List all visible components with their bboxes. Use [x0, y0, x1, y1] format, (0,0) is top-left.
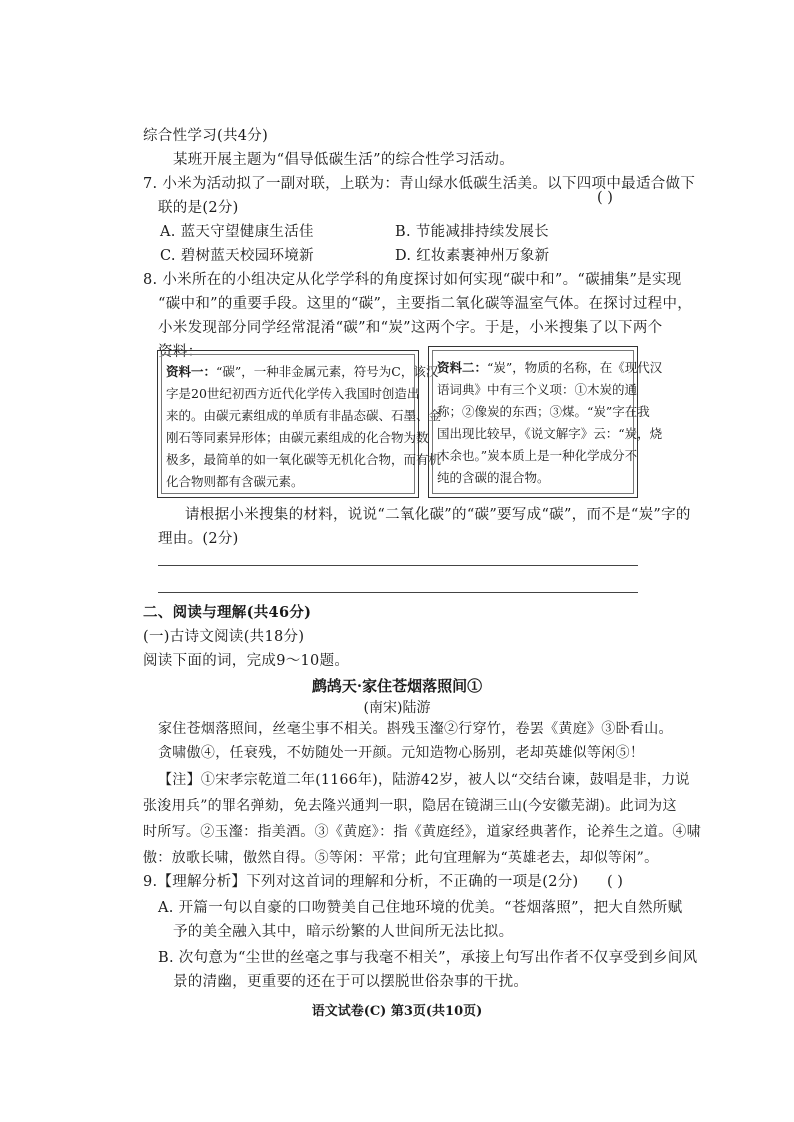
- material-two-line5: 木余也。”炭本质上是一种化学成分不: [437, 448, 638, 463]
- material-one-box: [157, 350, 442, 498]
- material-two-line4: 国出现比较早，《说文解字》云：“炭，烧: [437, 426, 663, 441]
- q9-option-a-line1: A. 开篇一句以自豪的口吻赞美自己住地环境的优美。“苍烟落照”，把大自然所赋: [158, 900, 683, 916]
- material-one-label: 资料一：: [166, 364, 217, 379]
- poem-title: 鹧鸪天·家住苍烟落照间①: [311, 677, 483, 695]
- q9-stem: 9.【理解分析】下列对这首词的理解和分析，不正确的一项是(2分): [143, 874, 579, 890]
- q9-option-b-line1: B. 次句意为“尘世的丝毫之事与我毫不相关”，承接上句写出作者不仅享受到乡间风: [158, 950, 698, 966]
- q7-option-a: A. 蓝天守望健康生活佳: [160, 224, 314, 240]
- q8-stem-line1: 8. 小米所在的小组决定从化学学科的角度探讨如何实现“碳中和”。“碳捕集”是实现: [143, 272, 682, 288]
- q7-answer-paren[interactable]: ( ): [597, 190, 613, 206]
- material-one-line5: 极多，最简单的如一氧化碳等无机化合物，而有机: [166, 452, 442, 467]
- q8-answer-line-1[interactable]: [158, 565, 638, 566]
- material-two-line3: 称；②像炭的东西；③煤。“炭”字在我: [437, 404, 650, 419]
- page-footer: 语文试卷(C) 第3页(共10页): [311, 1004, 483, 1019]
- material-two-line2: 语词典》中有三个义项：①木炭的通: [437, 382, 638, 397]
- section-heading-reading: 二、阅读与理解(共46分): [143, 604, 312, 621]
- q8-ask-line2: 理由。(2分): [158, 531, 239, 547]
- material-two-line6: 纯的含碳的混合物。: [437, 470, 550, 485]
- material-one-line4: 刚石等同素异形体；由碳元素组成的化合物为数: [166, 430, 429, 445]
- notes-line4: 傲：放歌长啸，傲然自得。⑤等闲：平常；此句宜理解为“英雄老去，却似等闲”。: [143, 850, 659, 866]
- q7-stem-line2: 联的是(2分): [158, 200, 239, 216]
- poem-line2: 贪啸傲④，任衰残，不妨随处一开颜。元知造物心肠别，老却英雄似等闲⑤！: [158, 745, 645, 761]
- notes-line1: 【注】①宋孝宗乾道二年(1166年)，陆游42岁，被人以“交结台谏，鼓唱是非，力说: [158, 772, 690, 788]
- material-one-line6: 化合物则都有含碳元素。: [166, 474, 304, 489]
- q9-option-b-line2: 景的清幽，更重要的还在于可以摆脱世俗杂事的干扰。: [173, 974, 529, 990]
- section-heading-comprehensive: 综合性学习(共4分): [143, 128, 269, 144]
- section-intro: 某班开展主题为“倡导低碳生活”的综合性学习活动。: [173, 152, 515, 168]
- q7-stem-line1: 7. 小米为活动拟了一副对联，上联为：青山绿水低碳生活美。以下四项中最适合做下: [143, 176, 696, 192]
- material-one-line1: “碳”，一种非金属元素，符号为C，该汉: [216, 364, 439, 379]
- q7-option-b: B. 节能减排持续发展长: [395, 224, 549, 240]
- notes-line2: 张浚用兵”的罪名弹劾，免去隆兴通判一职，隐居在镜湖三山(今安徽芜湖)。此词为这: [143, 798, 677, 814]
- poem-line1: 家住苍烟落照间，丝毫尘事不相关。斟残玉瀣②行穿竹，卷罢《黄庭》③卧看山。: [158, 721, 673, 737]
- subsection-heading-poetry: (一)古诗文阅读(共18分): [143, 629, 305, 645]
- material-one-line3: 来的。由碳元素组成的单质有非晶态碳、石墨、金: [166, 408, 442, 423]
- material-two-label: 资料二：: [437, 360, 488, 375]
- material-two-box: [428, 346, 663, 498]
- reading-instruction: 阅读下面的词，完成9～10题。: [143, 653, 350, 669]
- q8-ask-line1: 请根据小米搜集的材料，说说“二氧化碳”的“碳”要写成“碳”，而不是“炭”字的: [185, 507, 691, 523]
- q9-option-a-line2: 予的美全融入其中，暗示纷繁的人世间所无法比拟。: [173, 924, 514, 940]
- q9-answer-paren[interactable]: ( ): [607, 874, 623, 890]
- poem-author: (南宋)陆游: [363, 700, 431, 716]
- material-one-line2: 字是20世纪初西方近代化学传入我国时创造出: [166, 386, 420, 401]
- q8-stem-line3: 小米发现部分同学经常混淆“碳”和“炭”这两个字。于是，小米搜集了以下两个: [158, 320, 663, 336]
- notes-line3: 时所写。②玉瀣：指美酒。③《黄庭》：指《黄庭经》，道家经典著作，论养生之道。④啸: [143, 824, 701, 840]
- q8-answer-line-2[interactable]: [158, 592, 638, 593]
- q7-option-d: D. 红妆素裹神州万象新: [395, 248, 550, 264]
- q8-stem-line2: “碳中和”的重要手段。这里的“碳”，主要指二氧化碳等温室气体。在探讨过程中，: [158, 296, 693, 312]
- material-two-line1: “炭”，物质的名称，在《现代汉: [487, 360, 663, 375]
- q7-option-c: C. 碧树蓝天校园环境新: [160, 248, 314, 264]
- q8-stem-line4: 资料：: [158, 344, 203, 360]
